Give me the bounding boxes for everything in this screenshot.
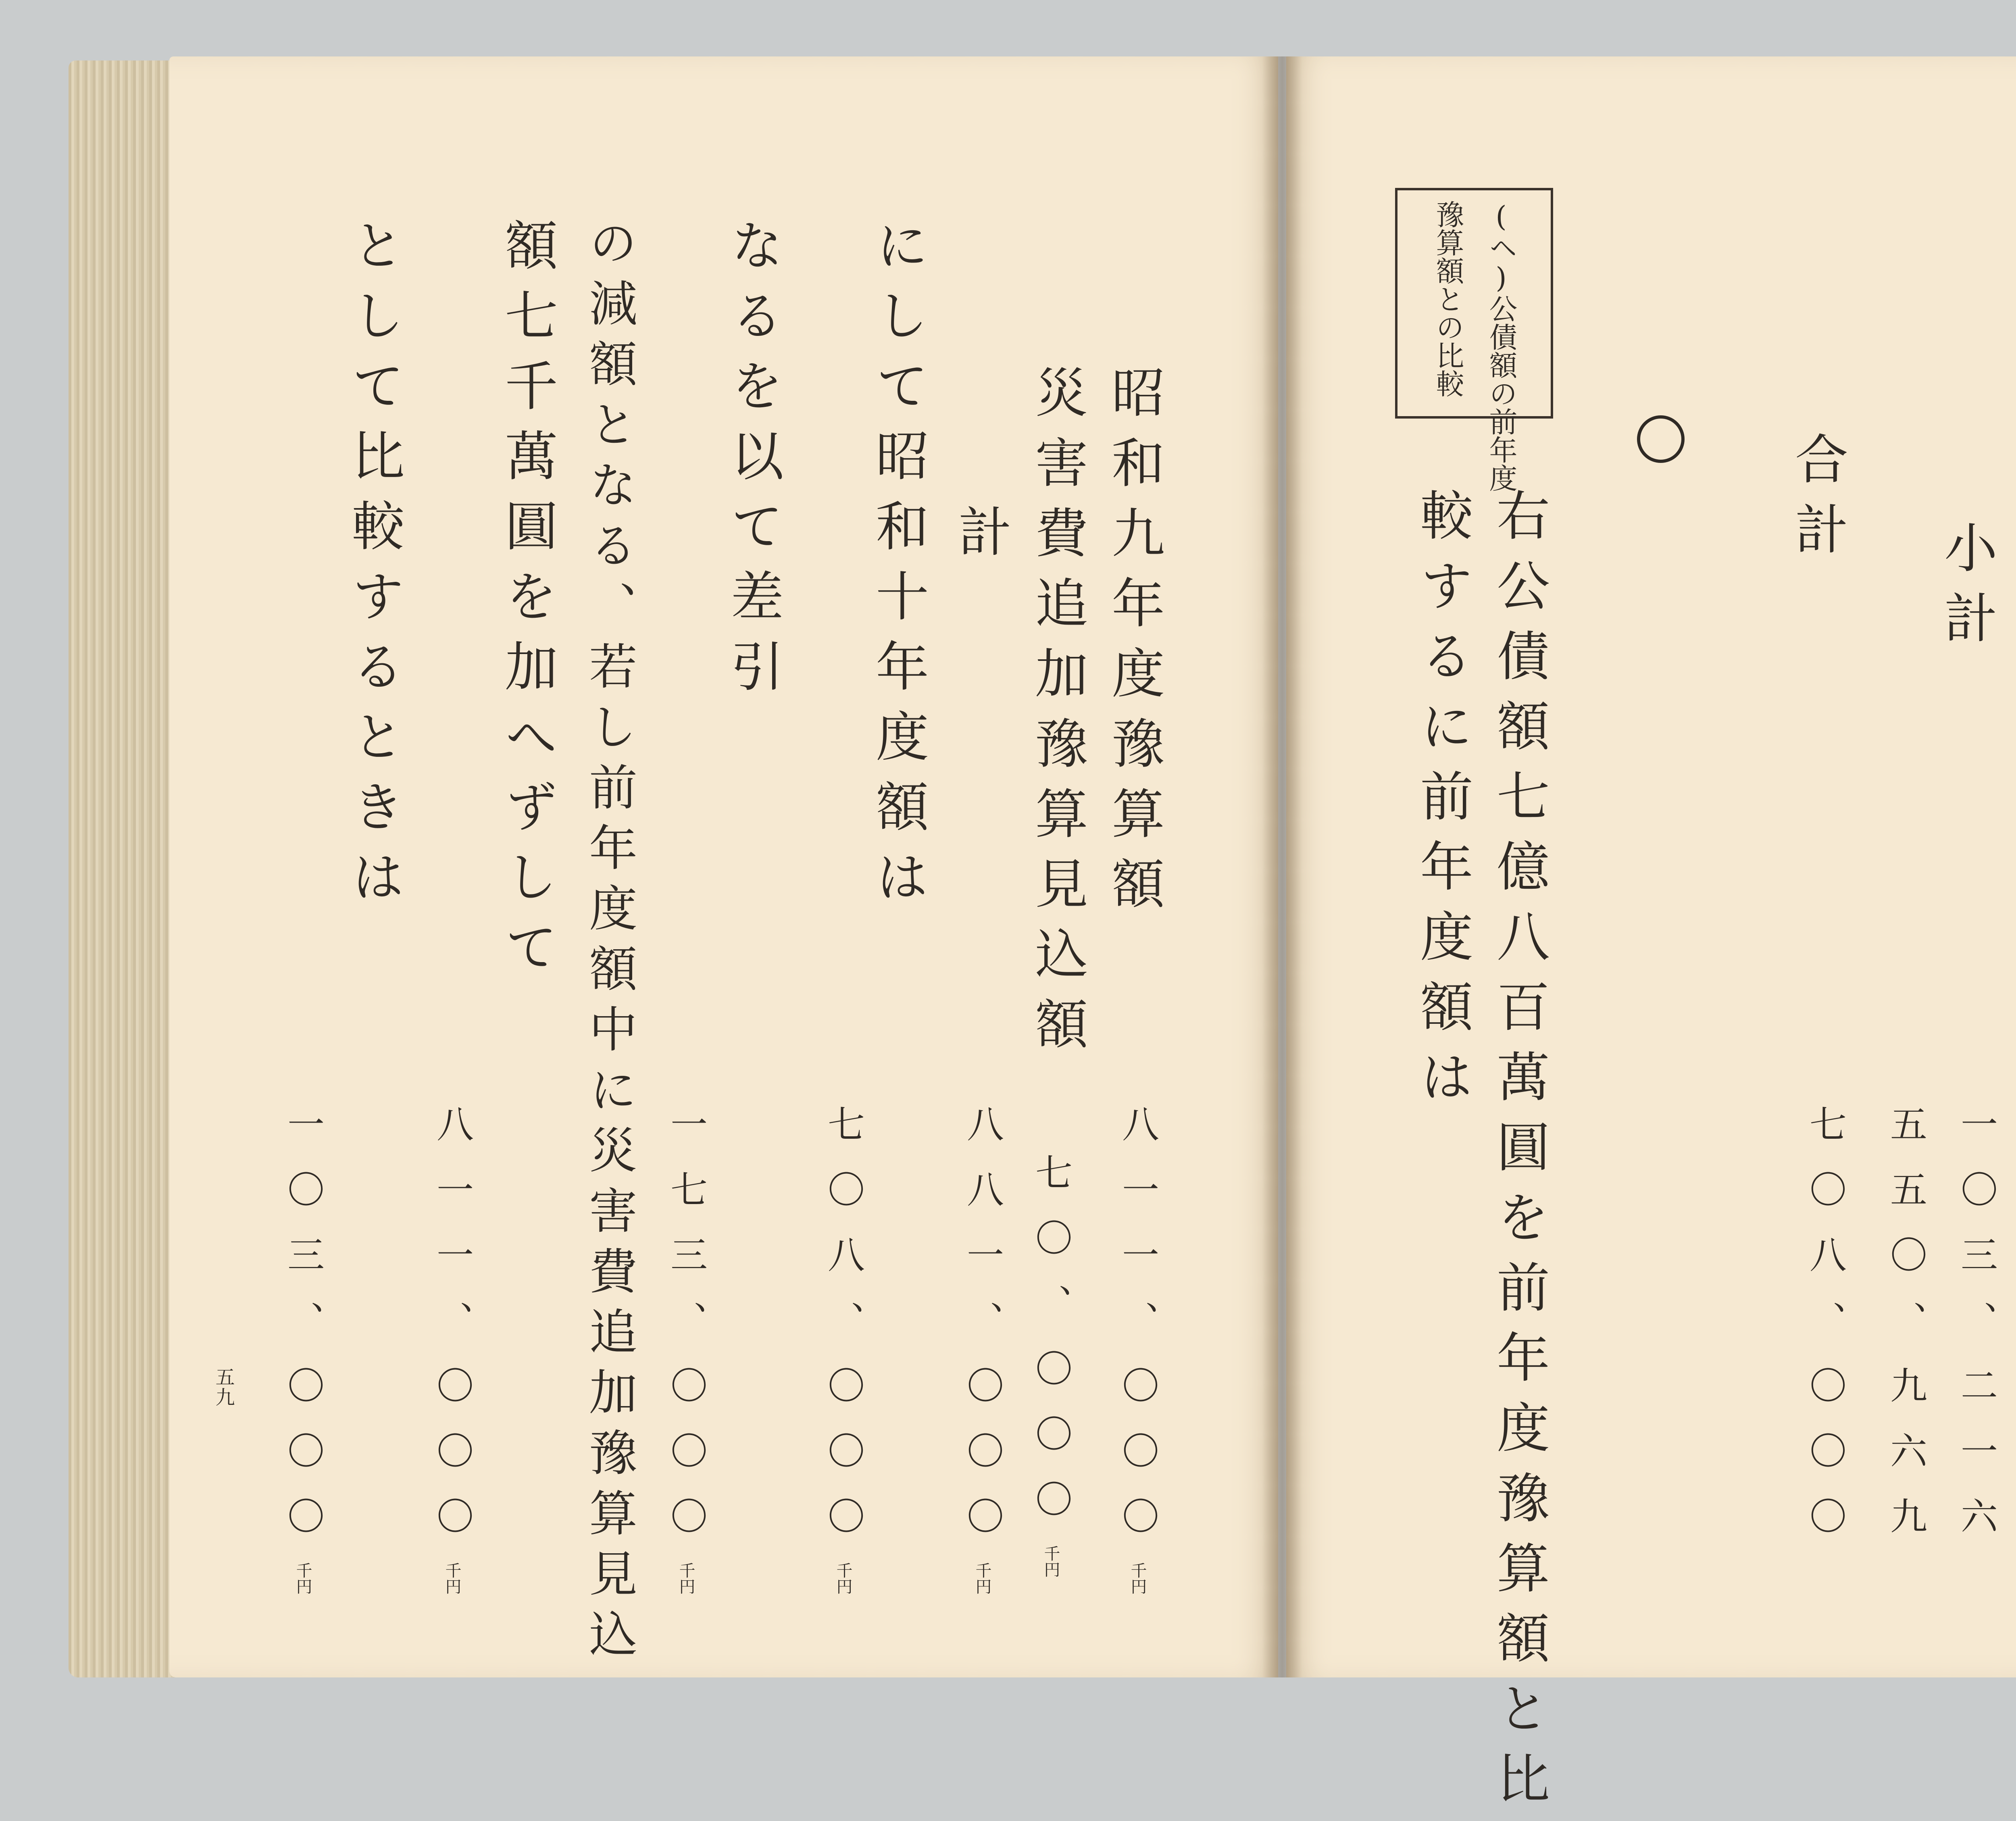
section-heading-box [1395, 188, 1553, 492]
right-amount-6: 七〇八、〇〇〇 [1804, 1105, 1847, 1562]
box-heading-line-1: (ヘ)公債額の前年度 [1485, 200, 1518, 492]
right-amount-5: 五五〇、九六九 [1884, 1105, 1927, 1562]
right-body-line-1: 右公債額七億八百萬圓を前年度豫算額と比 [1487, 488, 1549, 1821]
left-column-5: なるを以て差引 [721, 218, 783, 709]
left-amount-6: 八一一、〇〇〇千円 [431, 1105, 474, 1594]
page-stack-left [69, 60, 177, 1677]
left-column-6: の減額となる、若し前年度額中に災害費追加豫算見込 [581, 218, 637, 1669]
circle-marker [1637, 415, 1685, 463]
right-column-6: 合計 [1786, 431, 1848, 572]
left-column-1: 昭和九年度豫算額 [1102, 365, 1164, 926]
left-amount-1: 八一一、〇〇〇千円 [1116, 1105, 1159, 1594]
left-page-number: 五九 [212, 1367, 235, 1407]
right-amount-4: 一〇三、二一六 [1955, 1105, 1998, 1562]
right-column-5: 小計 [1935, 520, 1997, 660]
left-amount-3: 八八一、〇〇〇千円 [961, 1105, 1004, 1594]
left-amount-7: 一〇三、〇〇〇千円 [281, 1105, 325, 1594]
left-amount-5: 一七三、〇〇〇千円 [664, 1105, 708, 1594]
left-column-2: 災害費追加豫算見込額 [1026, 365, 1088, 1067]
box-heading-line-2: 豫算額との比較 [1431, 200, 1464, 398]
left-column-3: 計 [949, 504, 1011, 574]
right-body-line-2: 較するに前年度額は [1411, 488, 1473, 1119]
left-amount-4: 七〇八、〇〇〇千円 [822, 1105, 865, 1594]
left-column-4: にして昭和十年度額は [866, 218, 929, 919]
left-column-8: として比較するときは [342, 218, 404, 919]
left-amount-2: 七〇、〇〇〇千円 [1029, 1153, 1073, 1577]
book-gutter [1262, 56, 1302, 1677]
left-column-7: 額七千萬圓を加へずして [496, 218, 558, 990]
